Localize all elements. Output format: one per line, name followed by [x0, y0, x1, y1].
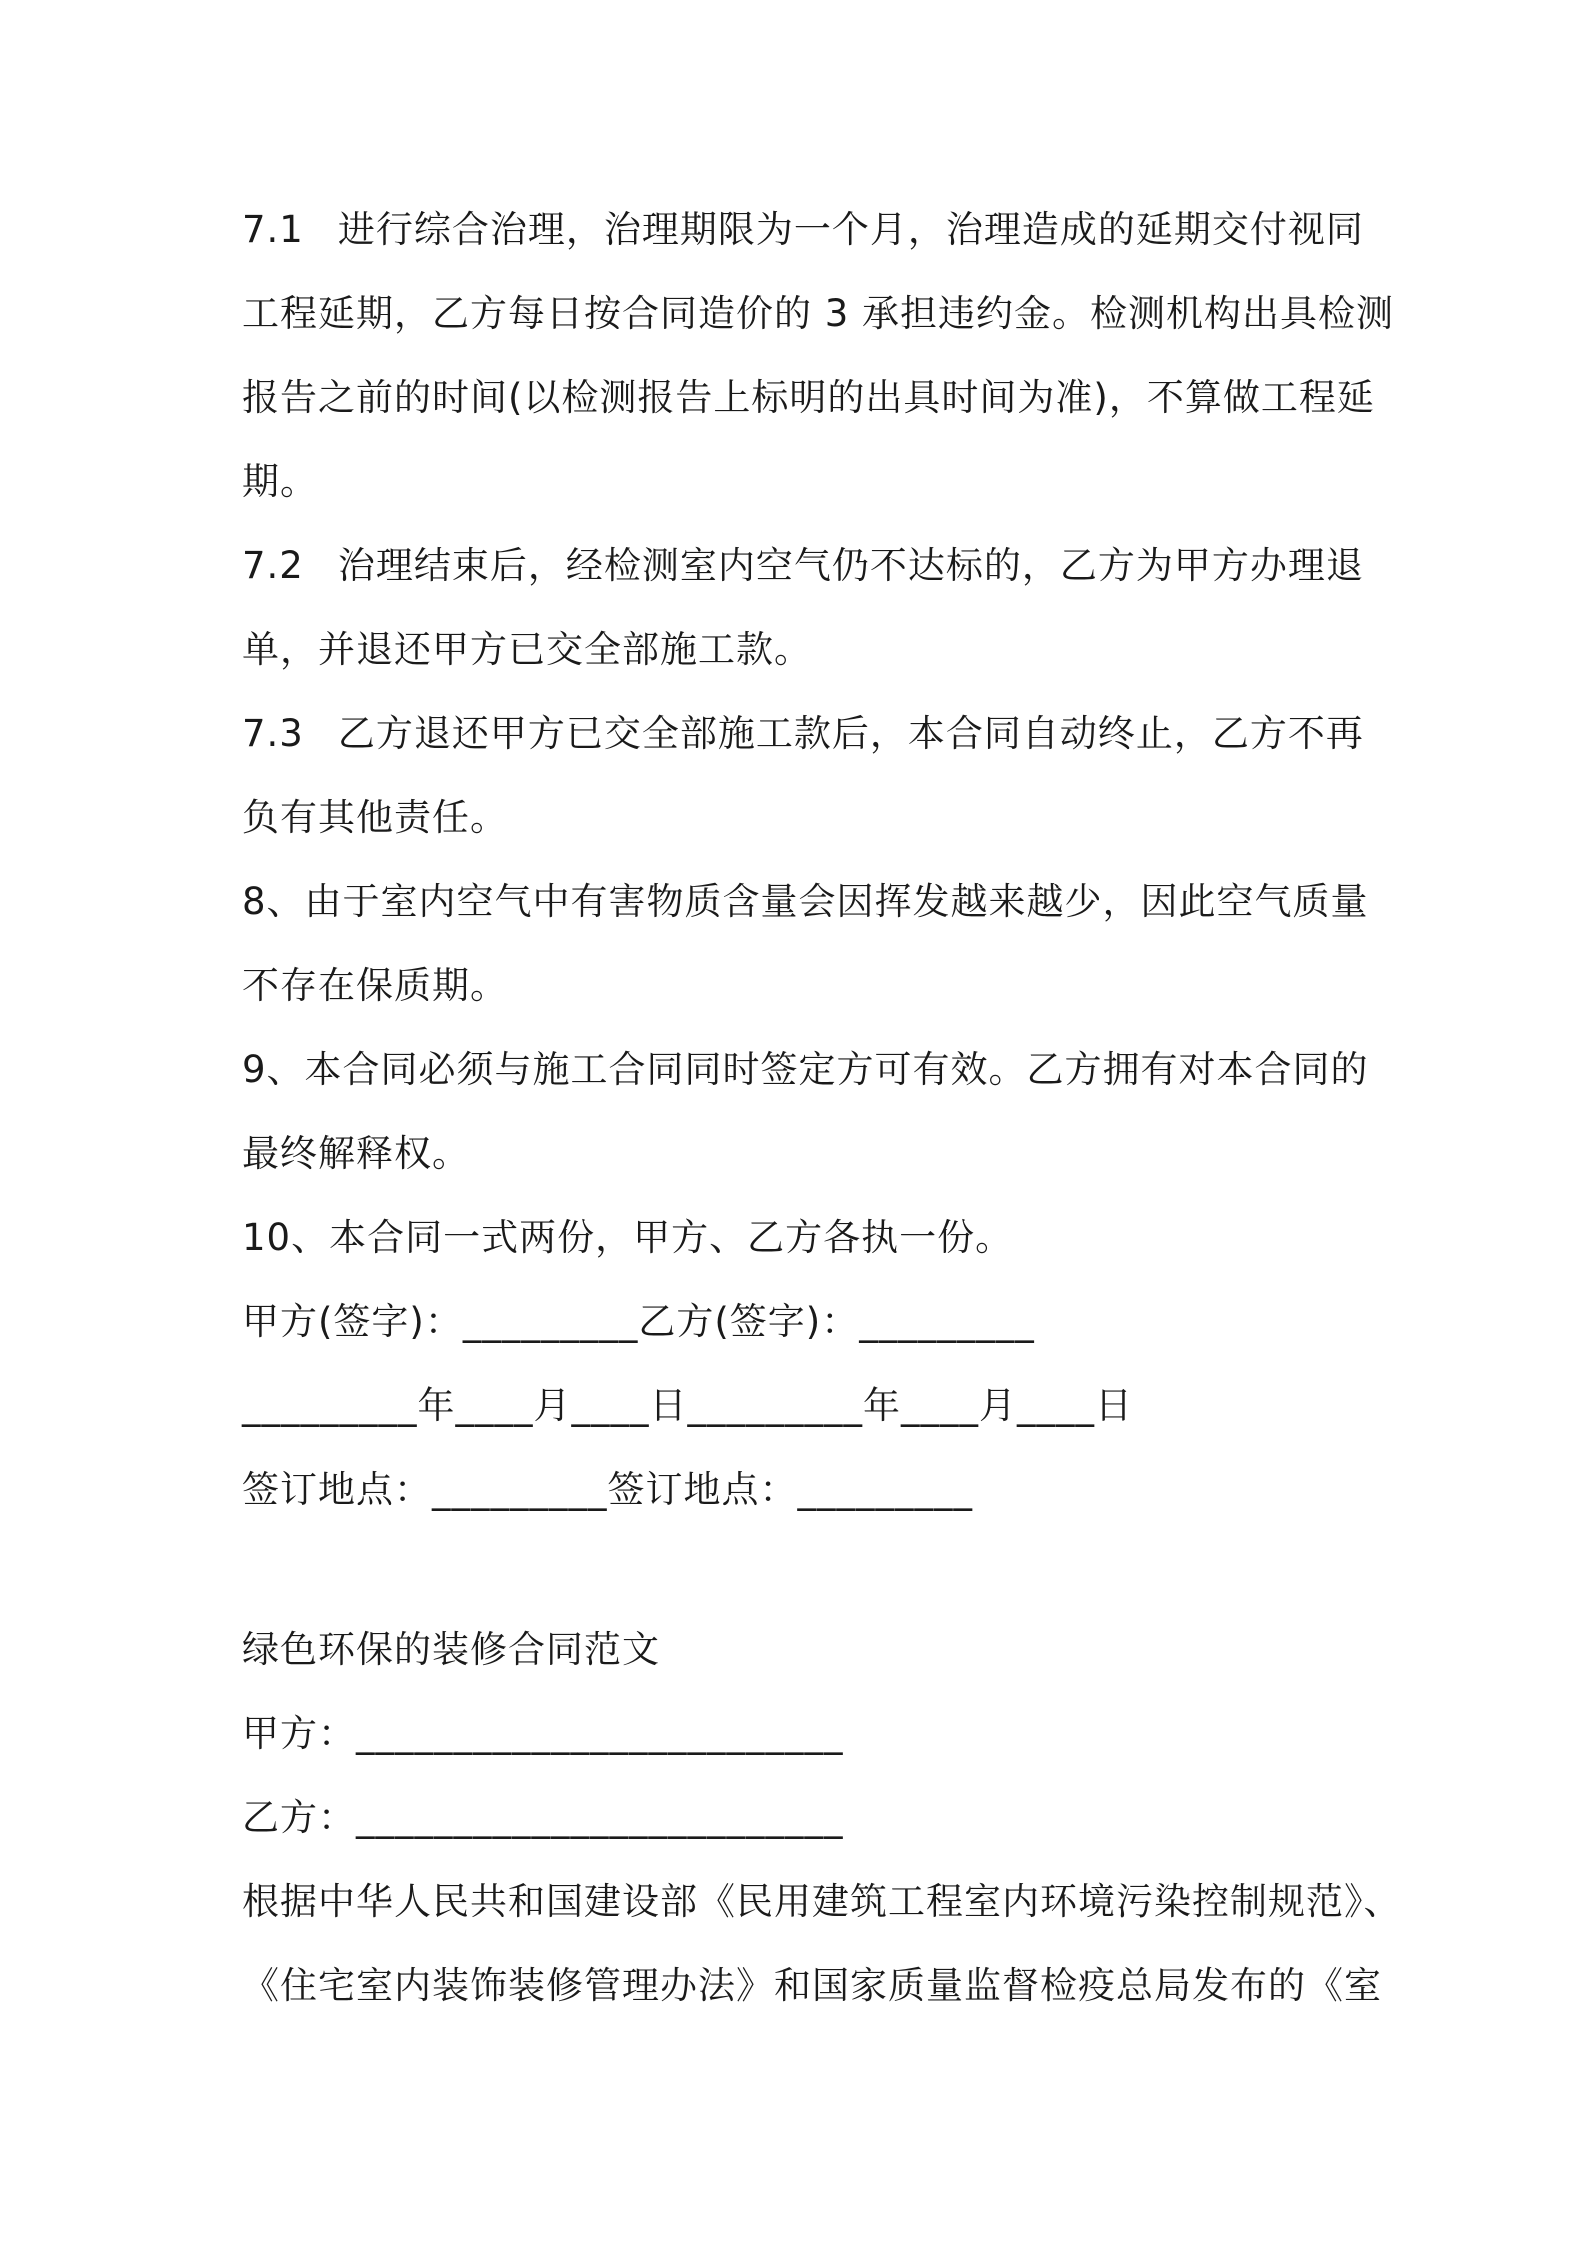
- clause-number: 7.3: [242, 712, 304, 755]
- text-line: 7.3 乙方退还甲方已交全部施工款后，本合同自动终止，乙方不再: [242, 712, 1364, 755]
- clause-7-2: [242, 524, 1362, 692]
- intro-line: 根据中华人民共和国建设部《民用建筑工程室内环境污染控制规范》、: [242, 1880, 1402, 1923]
- signature-section: [242, 1280, 1362, 1532]
- clause-7-3: [242, 692, 1362, 860]
- clause-9: [242, 1028, 1369, 1196]
- text-line: 负有其他责任。: [242, 796, 508, 839]
- clause-number: 7.2: [242, 544, 304, 587]
- text-line: 7.2 治理结束后，经检测室内空气仍不达标的，乙方为甲方办理退: [242, 544, 1364, 587]
- party-b-line: 乙方：_________________________: [242, 1796, 844, 1839]
- text-line: 不存在保质期。: [242, 964, 508, 1007]
- clause-8: [242, 860, 1369, 1028]
- text-line: 最终解释权。: [242, 1132, 470, 1175]
- text-line: 10、本合同一式两份，甲方、乙方各执一份。: [242, 1216, 1014, 1259]
- second-contract: [242, 1608, 1402, 2028]
- text-line: 报告之前的时间(以检测报告上标明的出具时间为准)，不算做工程延: [242, 376, 1375, 419]
- text-line: 工程延期，乙方每日按合同造价的 3 承担违约金。检测机构出具检测: [242, 292, 1395, 335]
- clause-number: 7.1: [242, 208, 304, 251]
- text-line: 9、本合同必须与施工合同同时签定方可有效。乙方拥有对本合同的: [242, 1048, 1369, 1091]
- text-line: 8、由于室内空气中有害物质含量会因挥发越来越少，因此空气质量: [242, 880, 1369, 923]
- contract-title: 绿色环保的装修合同范文: [242, 1628, 660, 1671]
- intro-line: 《住宅室内装饰装修管理办法》和国家质量监督检疫总局发布的《室: [242, 1964, 1382, 2007]
- clause-7-1: [242, 188, 1395, 524]
- signature-line: 甲方(签字)：_________乙方(签字)：_________: [242, 1300, 1035, 1343]
- text-line: 单，并退还甲方已交全部施工款。: [242, 628, 812, 671]
- text-line: 7.1 进行综合治理，治理期限为一个月，治理造成的延期交付视同: [242, 208, 1364, 251]
- signing-place-line: 签订地点：_________签订地点：_________: [242, 1468, 973, 1511]
- text-line: 期。: [242, 460, 318, 503]
- clause-10: [242, 1196, 1362, 1280]
- date-line: _________年____月____日_________年____月____日: [242, 1384, 1133, 1427]
- party-a-line: 甲方：_________________________: [242, 1712, 844, 1755]
